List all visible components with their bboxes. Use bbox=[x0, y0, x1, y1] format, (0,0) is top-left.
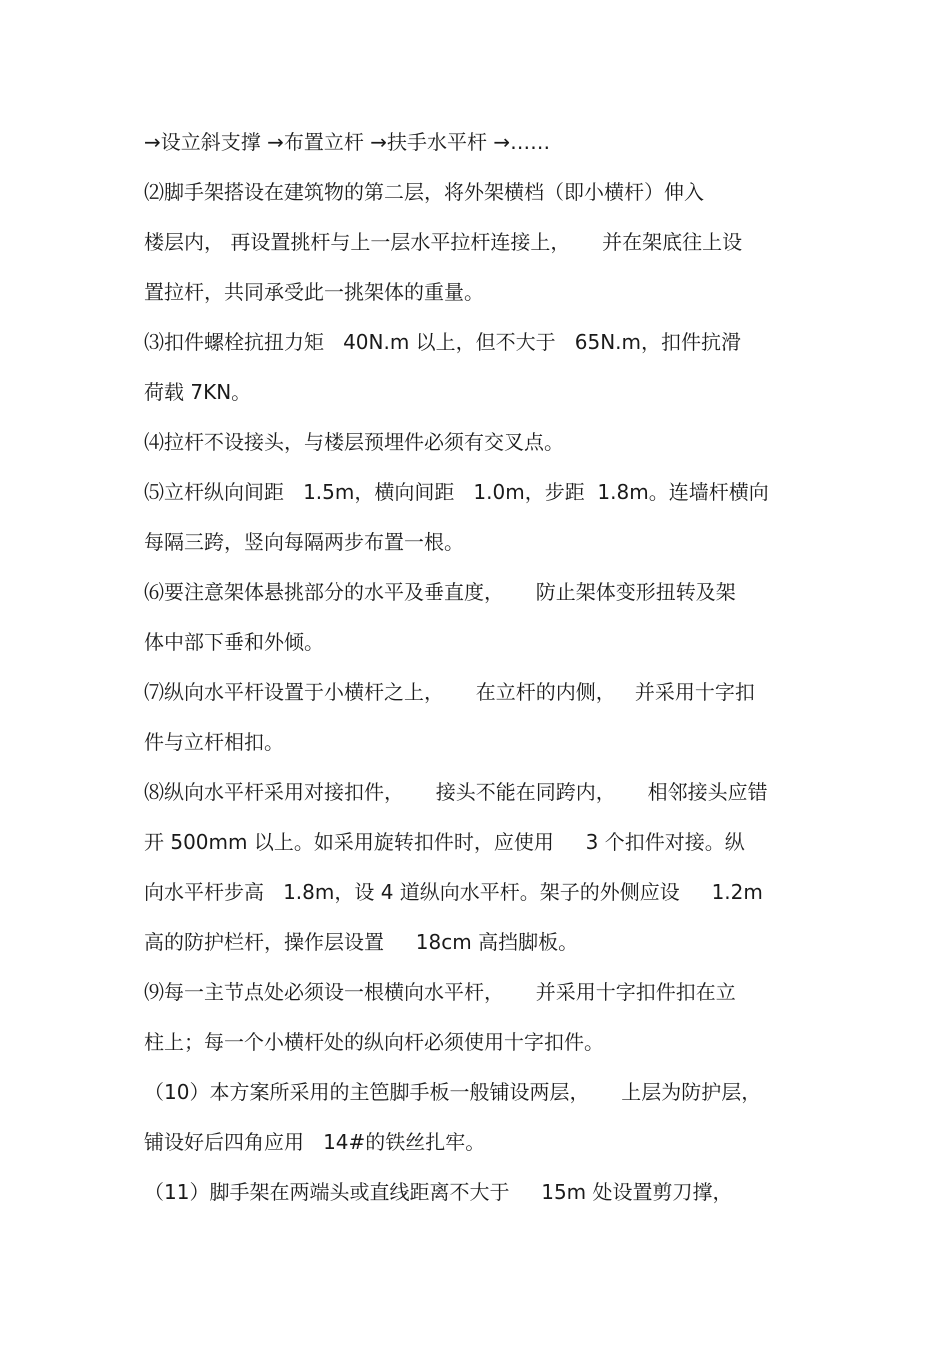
text-line: 楼层内， 再设置挑杆与上一层水平拉杆连接上， 并在架底往上设 bbox=[144, 230, 743, 254]
text-line: ⑼每一主节点处必须设一根横向水平杆， 并采用十字扣件扣在立 bbox=[144, 980, 736, 1004]
text-line: 置拉杆，共同承受此一挑架体的重量。 bbox=[144, 280, 484, 304]
text-line: 件与立杆相扣。 bbox=[144, 730, 284, 754]
text-line: ⑺纵向水平杆设置于小横杆之上， 在立杆的内侧， 并采用十字扣 bbox=[144, 680, 755, 704]
text-line: ⑻纵向水平杆采用对接扣件， 接头不能在同跨内， 相邻接头应错 bbox=[144, 780, 768, 804]
text-line: ⑹要注意架体悬挑部分的水平及垂直度， 防止架体变形扭转及架 bbox=[144, 580, 736, 604]
text-line: 每隔三跨，竖向每隔两步布置一根。 bbox=[144, 530, 464, 554]
text-line: 体中部下垂和外倾。 bbox=[144, 630, 324, 654]
text-line: 荷载 7KN。 bbox=[144, 380, 252, 404]
text-line: 开 500mm 以上。如采用旋转扣件时，应使用 3 个扣件对接。纵 bbox=[144, 830, 745, 854]
text-line: →设立斜支撑 →布置立杆 →扶手水平杆 →…… bbox=[144, 130, 551, 154]
text-line: ⑸立杆纵向间距 1.5m，横向间距 1.0m，步距 1.8m。连墙杆横向 bbox=[144, 480, 769, 504]
text-line: （11）脚手架在两端头或直线距离不大于 15m 处设置剪刀撑， bbox=[144, 1180, 733, 1204]
text-line: 向水平杆步高 1.8m，设 4 道纵向水平杆。架子的外侧应设 1.2m bbox=[144, 880, 763, 904]
text-line: ⑵脚手架搭设在建筑物的第二层，将外架横档（即小横杆）伸入 bbox=[144, 180, 704, 204]
text-line: 高的防护栏杆，操作层设置 18cm 高挡脚板。 bbox=[144, 930, 579, 954]
text-line: （10）本方案所采用的主笆脚手板一般铺设两层， 上层为防护层， bbox=[144, 1080, 762, 1104]
text-line: ⑷拉杆不设接头，与楼层预埋件必须有交叉点。 bbox=[144, 430, 564, 454]
text-line: 柱上；每一个小横杆处的纵向杆必须使用十字扣件。 bbox=[144, 1030, 604, 1054]
text-line: 铺设好后四角应用 14#的铁丝扎牢。 bbox=[144, 1130, 486, 1154]
text-line: ⑶扣件螺栓抗扭力矩 40N.m 以上，但不大于 65N.m，扣件抗滑 bbox=[144, 330, 742, 354]
